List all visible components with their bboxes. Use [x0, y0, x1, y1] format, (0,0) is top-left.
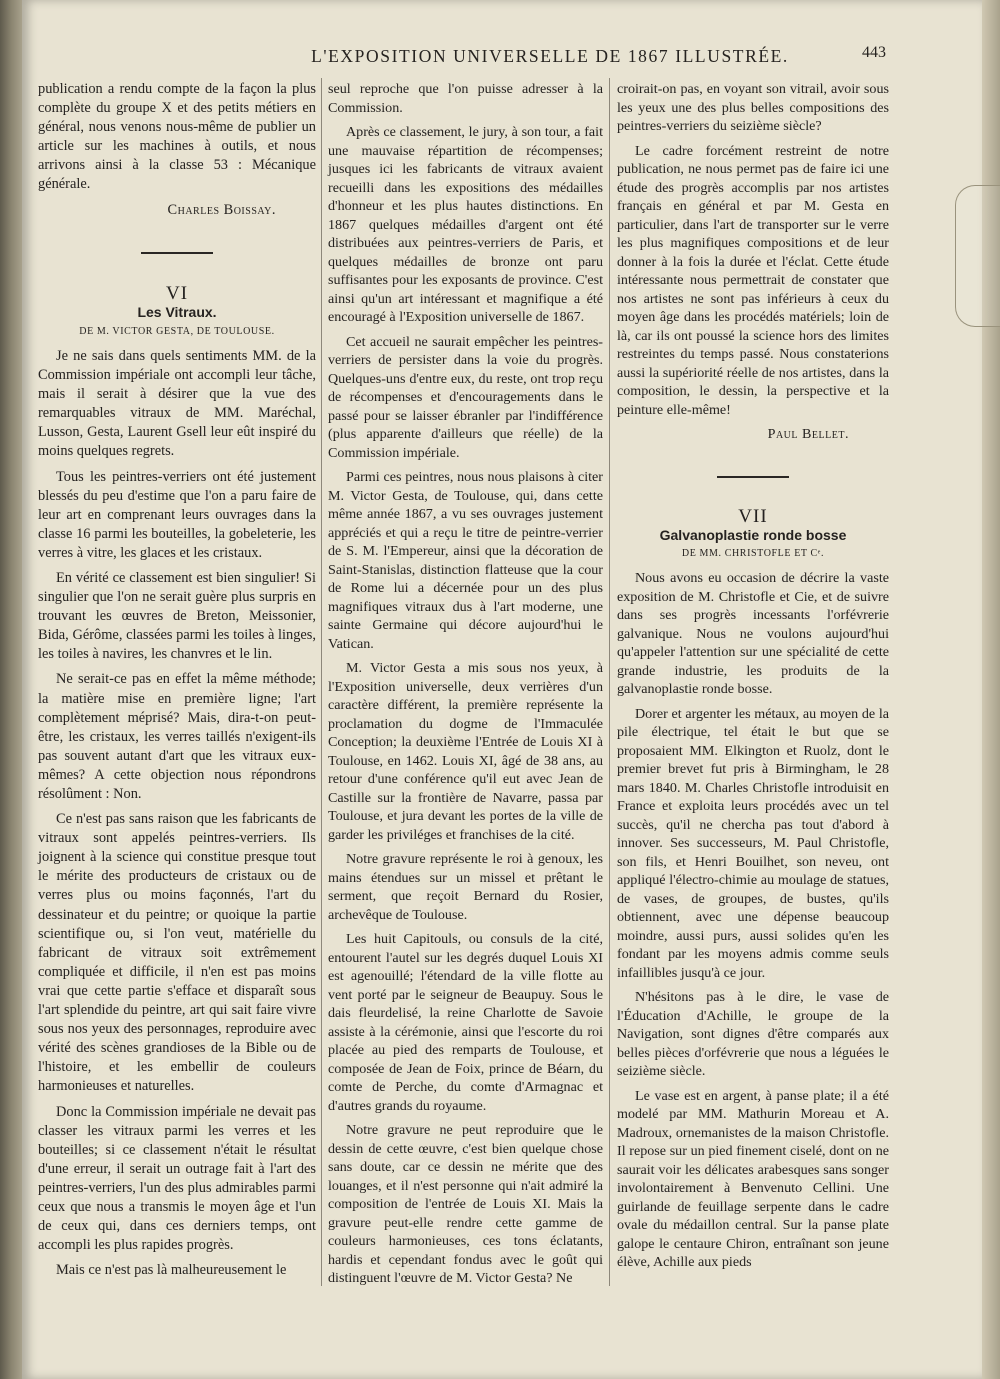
paragraph: Notre gravure représente le roi à genoux, les mains étendues sur un missel et prêtant le serment, que reçoit Bernard du Rosier, archevêque de Toulouse. [328, 851, 603, 923]
section-author: DE M. VICTOR GESTA, DE TOULOUSE. [79, 325, 275, 337]
section-divider [141, 252, 213, 254]
section-title: Les Vitraux. [137, 303, 217, 320]
paragraph: Nous avons eu occasion de décrire la vaste exposition de M. Christofle et Cie, et de suivre dans ses progrès incessants l'orfévrerie galvanique. Nous ne voulons aujourd'hui qu'appeler l'attention sur une spécialité de cette grande industrie, les produits de la galvanoplastie ronde bosse. [617, 570, 889, 697]
page-tab-mark [955, 185, 1000, 327]
paragraph: Ne serait-ce pas en effet la même méthode; la matière mise en première ligne; l'art complètement méprisé? Mais, dira-t-on peut-être, les cristaux, les verres taillés n'exigent-ils pas souvent autant d'art que les vitraux eux-mêmes? A cette objection nous répondrons résolûment : Non. [38, 671, 316, 802]
paragraph: publication a rendu compte de la façon la plus complète du groupe X et des petits métiers en général, nous venons nous-même de publier un article sur les machines à outils, et nous arrivons ainsi à la classe 53 : Mécanique générale. [38, 81, 316, 193]
paragraph: Parmi ces peintres, nous nous plaisons à citer M. Victor Gesta, de Toulouse, qui, dans cette même année 1867, a vu ses ouvrages justement appréciés et qui a reçu le titre de peintre-verrier de S. M. l'Empereur, ainsi que la décoration de Saint-Stanislas, distinction flatteuse que la cour de Rome lui a décernée pour un des plus magnifiques vitraux dus à l'art moderne, une sainte Germaine qui décore aujourd'hui le Vatican. [328, 469, 603, 652]
paragraph: seul reproche que l'on puisse adresser à la Commission. [328, 81, 603, 116]
running-header: L'EXPOSITION UNIVERSELLE DE 1867 ILLUSTRÉE. [311, 46, 789, 66]
paragraph: Donc la Commission impériale ne devait pas classer les vitraux parmi les verres et les bouteilles; si ce classement n'était le résultat d'une erreur, il serait un outrage fait à l'art des peintres-verriers, l'un des plus admirables parmi ceux que nous a transmis le moyen âge et l'un de ceux qui, dans ces derniers temps, ont accompli les plus rapides progrès. [38, 1103, 316, 1254]
section-author: DE MM. CHRISTOFLE ET Cᵉ. [681, 547, 825, 559]
paragraph: Notre gravure ne peut reproduire que le dessin de cette œuvre, c'est bien quelque chose sans doute, car ce dessin ne mérite que des louanges, et il n'est personne qui n'ait admiré la composition de l'entrée de Louis XI. Mais la gravure peut-elle rendre cette gamme de couleurs harmonieuses, ces tons éclatants, hardis et cependant fondus avec le goût qui distinguent l'œuvre de M. Victor Gesta? Ne [328, 1122, 603, 1286]
column-rule-1 [321, 78, 322, 1286]
section-number: VI [165, 282, 189, 304]
page-number: 443 [862, 44, 886, 61]
paragraph: croirait-on pas, en voyant son vitrail, avoir sous les yeux une des plus belles compositions des peintres-verriers du seizième siècle? [617, 81, 889, 134]
column-3 [617, 80, 889, 1272]
paragraph: Mais ce n'est pas là malheureusement le [56, 1262, 287, 1279]
paragraph: Le vase est en argent, à panse plate; il a été modelé par MM. Mathurin Moreau et A. Madroux, ornemanistes de la maison Christofle. Il repose sur un pied finement ciselé, dont on ne saurait voir les délicates arabesques sans songer involontairement à Benvenuto Cellini. Une guirlande de feuillage serpente dans le cadre ovale du médaillon central. Sur la panse plate galope le centaure Chiron, entraînant son jeune élève, Achille aux pieds [617, 1087, 889, 1270]
section-number: VII [738, 505, 768, 527]
section-title: Galvanoplastie ronde bosse [659, 527, 847, 543]
paragraph: Les huit Capitouls, ou consuls de la cité, entourent l'autel sur les degrés duquel Louis XI est agenouillé; l'étendard de la ville flotte au vent porté par le seigneur de Beaupuy. Sous le dais fleurdelisé, la reine Charlotte de Savoie assiste à la cérémonie, ainsi que l'escorte du roi placée au pied des remparts de Toulouse, et composée de Jean de Foix, prince de Béarn, du comte de Perche, du comte d'Armagnac et d'autres grands du royaume. [328, 931, 603, 1114]
paragraph: Le cadre forcément restreint de notre publication, ne nous permet pas de faire ici une étude des progrès accomplis par nos artistes français en général et par M. Gesta en particulier, dans l'art de transporter sur le verre les plus magnifiques compositions et de leur donner à la fois la durée et l'éclat. Cette étude intéressante nous permettrait de constater que nos artistes ne sont pas inférieurs à ceux du moyen âge dans les procédés matériels; loin de là, car ils ont poussé la science hors des limites restreintes du temps passé. Nous constaterions aussi la supériorité réelle de nos artistes, dans la composition, le dessin, la perspective et la peinture elle-même! [617, 142, 889, 418]
column-2 [328, 80, 603, 1288]
section-divider [717, 476, 789, 478]
signature: Paul Bellet. [767, 426, 849, 442]
paragraph: Après ce classement, le jury, à son tour, a fait une mauvaise répartition de récompenses; jusques ici les fabricants de vitraux avaient recueilli dans les expositions des médailles d'honneur et les plus hautes distinctions. En 1867 quelques médailles d'argent ont été distribuées aux peintres-verriers de Paris, et quelques médailles de bronze ont paru suffisantes pour les exposants de province. C'est ainsi qu'un art intéressant et magnifique a été encouragé à l'Exposition universelle de 1867. [328, 124, 603, 325]
signature: Charles Boissay. [167, 201, 276, 218]
paragraph: Dorer et argenter les métaux, au moyen de la pile électrique, tel était le but que se proposaient MM. Elkington et Ruolz, dont le premier brevet fut pris à Birmingham, le 28 mars 1840. M. Charles Christofle introduisit en France et exploita leurs procédés avec un tel succès, qu'il ne chercha pas tout d'abord à innover. Ses successeurs, M. Paul Christofle, son fils, et Henri Bouilhet, son neveu, ont appliqué l'électro-chimie au moulage de statues, de vases, de groupes, de bustes, qu'ils obtiennent, avec une dépense beaucoup moindre, aussi purs, aussi solides qu'en les fondant par les moyens admis comme seuls infaillibles jusqu'à ce jour. [617, 705, 889, 981]
paragraph: Je ne sais dans quels sentiments MM. de la Commission impériale ont accompli leur tâche, mais il serait à désirer que la vue des remarquables vitraux de MM. Maréchal, Lusson, Gesta, Laurent Gsell leur eût inspiré du moins quelques regrets. [38, 347, 316, 460]
column-rule-2 [609, 78, 610, 1286]
paragraph: En vérité ce classement est bien singulier! Si singulier que l'on ne serait guère plus surpris en trouvant les œuvres de Breton, Meissonier, Bida, Gérôme, classées parmi les toiles à linges, les toiles à navires, les chanvres et le lin. [38, 569, 316, 663]
paragraph: Ce n'est pas sans raison que les fabricants de vitraux sont appelés peintres-verriers. Ils joignent à la science qui constitue presque tout le mérite des producteurs de cristaux ou de verres plus ou moins façonnés, l'art du dessinateur et du peintre; or quoique la partie scientifique ou, si l'on veut, matérielle du fabricant de vitraux soit extrêmement compliquée et difficile, il n'en est pas moins vrai que cette partie s'efface et disparaît sous l'art splendide du peintre, art qui sait faire vivre sous nos yeux des personnages, reproduire avec vérité des scènes grandioses de la Bible ou de l'histoire, et les embellir de couleurs harmonieuses et naturelles. [38, 811, 316, 1095]
column-1 [38, 80, 316, 1280]
paragraph: Tous les peintres-verriers ont été justement blessés du peu d'estime que l'on a paru faire de leur art en comprenant leurs ouvrages dans la classe 16 parmi les bouteilles, la gobeleterie, les verres à vitre, les glaces et les cristaux. [38, 468, 316, 561]
paragraph: Cet accueil ne saurait empêcher les peintres-verriers de persister dans la voie du progrès. Quelques-uns d'entre eux, du reste, ont trop reçu de récompenses et d'encouragements dans le passé pour se laisser ébranler par l'indifférence (plus apparente d'ailleurs que réelle) de la Commission impériale. [328, 333, 603, 461]
paragraph: M. Victor Gesta a mis sous nos yeux, à l'Exposition universelle, deux verrières d'un caractère différent, la première représente la proclamation du dogme de l'Immaculée Conception; la deuxième l'Entrée de Louis XI à Toulouse, en 1462. Louis XI, âgé de 38 ans, au retour d'une conférence qu'il eut avec Jean de Castille sur la frontière de Navarre, passa par Toulouse, et jura devant les portes de la ville de garder les priviléges et franchises de la cité. [328, 660, 603, 843]
paragraph: N'hésitons pas à le dire, le vase de l'Éducation d'Achille, le groupe de la Navigation, sont dignes d'être comparés aux belles pièces d'orfévrerie que nous a léguées le seizième siècle. [617, 989, 889, 1079]
